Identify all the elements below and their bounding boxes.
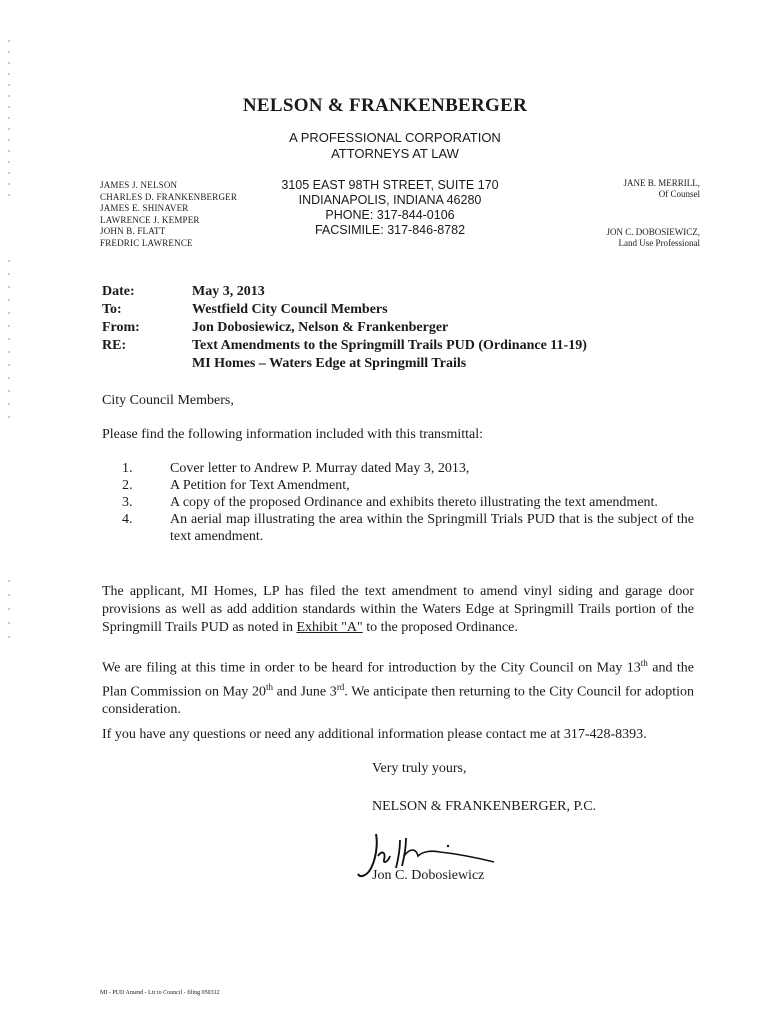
of-counsel [624, 178, 701, 200]
valediction: Very truly yours, [372, 761, 467, 776]
memo-header [102, 283, 662, 373]
paragraph-filing [102, 654, 694, 719]
ordinal-suffix: th [265, 681, 273, 692]
list-item [102, 511, 694, 545]
land-use-professional [607, 227, 701, 249]
list-text: Cover letter to Andrew P. Murray dated May 3, 2013, [170, 461, 470, 476]
paragraph-text: and the Plan Commission on May 20 [102, 660, 694, 700]
firm-address [250, 178, 530, 238]
list-text: A Petition for Text Amendment, [170, 478, 350, 493]
list-number: 2. [122, 478, 133, 493]
list-text: An aerial map illustrating the area within the Springmill Trials PUD that is the subject of the text amendment. [170, 512, 694, 544]
partner-name: LAWRENCE J. KEMPER [100, 214, 200, 225]
re-label: RE: [102, 338, 127, 353]
partners-list [100, 180, 237, 249]
memo-re-row [102, 337, 662, 355]
re-value-2: MI Homes – Waters Edge at Springmill Trails [192, 356, 467, 371]
signatory-name: Jon C. Dobosiewicz [372, 868, 485, 883]
list-text: A copy of the proposed Ordinance and exhibits thereto illustrating the text amendment. [170, 495, 658, 510]
list-item [102, 460, 694, 477]
counsel-title: Land Use Professional [618, 238, 700, 248]
memo-re-row-2 [102, 355, 662, 373]
to-value: Westfield City Council Members [192, 302, 388, 317]
firm-practice: ATTORNEYS AT LAW [331, 146, 459, 161]
memo-date-row [102, 283, 662, 301]
list-item [102, 477, 694, 494]
enclosure-list [102, 460, 694, 545]
from-value: Jon Dobosiewicz, Nelson & Frankenberger [192, 320, 449, 335]
from-label: From: [102, 320, 140, 335]
salutation: City Council Members, [102, 393, 234, 408]
address-phone: PHONE: 317-844-0106 [325, 208, 455, 222]
firm-subtitle: A PROFESSIONAL CORPORATION [289, 130, 501, 145]
closing-firm: NELSON & FRANKENBERGER, P.C. [372, 799, 597, 814]
list-item [102, 494, 694, 511]
address-street: 3105 EAST 98TH STREET, SUITE 170 [281, 178, 499, 192]
partner-name: JAMES J. NELSON [100, 180, 178, 190]
list-number: 3. [122, 495, 133, 510]
date-label: Date: [102, 284, 135, 299]
partner-name: CHARLES D. FRANKENBERGER [100, 191, 238, 202]
date-value: May 3, 2013 [192, 284, 265, 299]
to-label: To: [102, 302, 122, 317]
partner-name: JOHN B. FLATT [100, 226, 166, 236]
memo-to-row [102, 301, 662, 319]
ordinal-suffix: th [640, 658, 648, 668]
partner-name: FREDRIC LAWRENCE [100, 237, 193, 248]
paragraph-text: and June 3 [272, 684, 337, 700]
list-number: 1. [122, 461, 133, 476]
address-city: INDIANAPOLIS, INDIANA 46280 [298, 193, 482, 207]
firm-name: NELSON & FRANKENBERGER [242, 95, 528, 116]
file-reference: MI - PUD Amend - Ltr to Council - filing 050312 [100, 990, 220, 996]
address-fax: FACSIMILE: 317-846-8782 [314, 223, 466, 237]
counsel-title: Of Counsel [658, 189, 700, 199]
scan-edge-marks [8, 40, 10, 990]
paragraph-text: The applicant, MI Homes, LP has filed the text amendment to amend vinyl siding and garage door provisions as well as add addition standards within the Waters Edge at Springmill Trails portion of the Springmill Trails PUD as noted in [102, 584, 694, 635]
paragraph-applicant [102, 583, 694, 637]
partner-name: JAMES E. SHINAVER [100, 203, 189, 213]
exhibit-a-reference: Exhibit "A" [296, 620, 363, 635]
ordinal-suffix: rd [336, 681, 345, 692]
counsel-name: JANE B. MERRILL, [623, 178, 700, 188]
intro-paragraph: Please find the following information included with this transmittal: [102, 427, 484, 442]
paragraph-text: We are filing at this time in order to be heard for introduction by the City Council on May 13 [102, 660, 641, 676]
paragraph-contact: If you have any questions or need any additional information please contact me at 317-428-8393. [102, 727, 647, 742]
memo-from-row [102, 319, 662, 337]
re-value: Text Amendments to the Springmill Trails PUD (Ordinance 11-19) [192, 338, 587, 353]
list-number: 4. [122, 512, 133, 527]
paragraph-text: to the proposed Ordinance. [362, 620, 518, 635]
paragraph-text: . We anticipate then returning to the City Council for adoption consideration. [102, 684, 694, 718]
counsel-name: JON C. DOBOSIEWICZ, [606, 227, 700, 237]
